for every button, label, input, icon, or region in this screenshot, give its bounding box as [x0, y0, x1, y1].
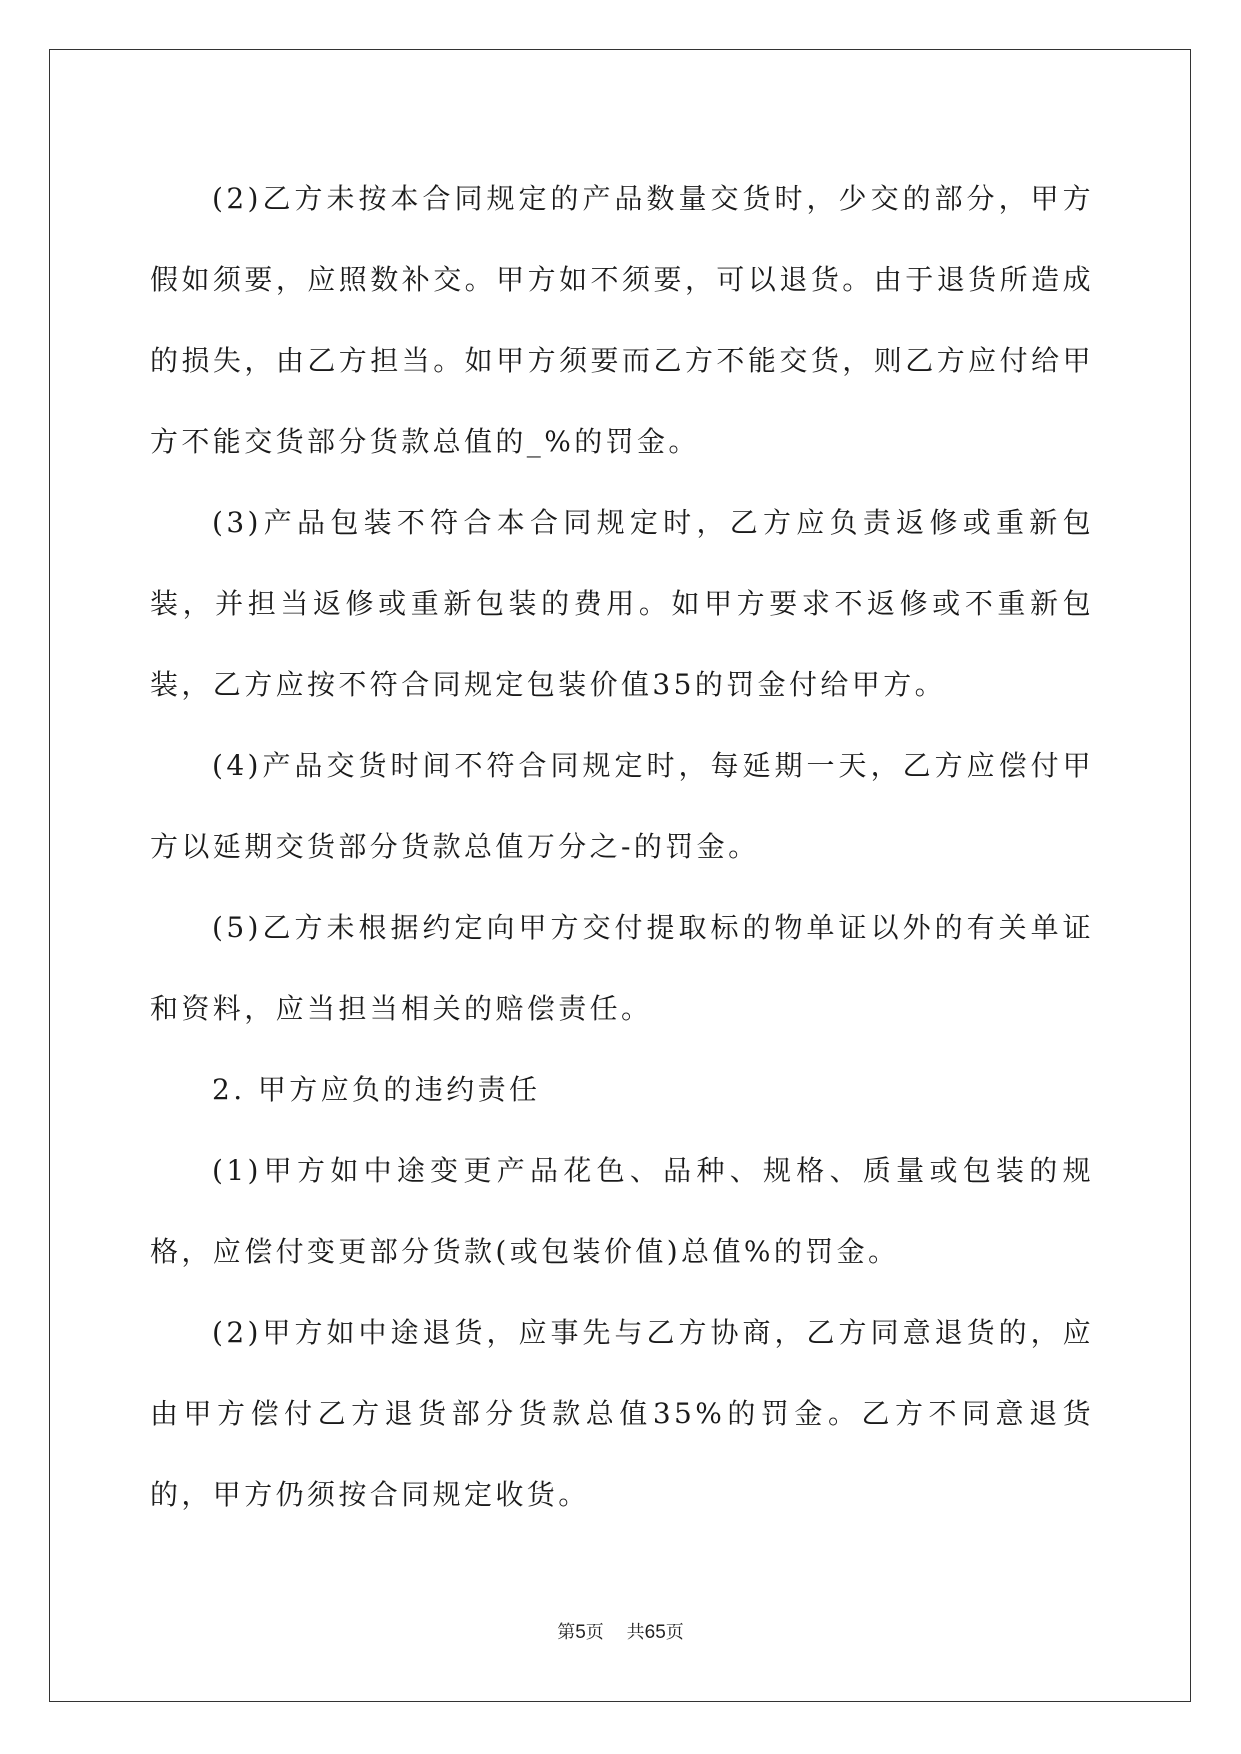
footer-page-number: 5	[575, 1622, 586, 1643]
clause-2-2: (2)乙方未按本合同规定的产品数量交货时，少交的部分，甲方假如须要，应照数补交。甲方如不须要，可以退货。由于退货所造成的损失，由乙方担当。如甲方须要而乙方不能交货，则乙方应付给甲方不能交货部分货款总值的_%的罚金。	[150, 182, 1094, 458]
clause-2-3: (3)产品包装不符合本合同规定时，乙方应负责返修或重新包装，并担当返修或重新包装的费用。如甲方要求不返修或不重新包装，乙方应按不符合同规定包装价值35的罚金付给甲方。	[150, 506, 1094, 701]
footer-total-pages: 65	[644, 1622, 666, 1643]
section-heading-buyer-liability: 2. 甲方应负的违约责任	[212, 1073, 541, 1106]
footer-page-suffix: 页	[585, 1622, 604, 1643]
footer-total-prefix: 共	[626, 1622, 645, 1643]
footer-page-prefix: 第	[557, 1622, 576, 1643]
footer-total-suffix: 页	[665, 1622, 684, 1643]
clause-2-5: (5)乙方未根据约定向甲方交付提取标的物单证以外的有关单证和资料，应当担当相关的赔偿责任。	[150, 911, 1094, 1025]
document-body	[150, 158, 1094, 1535]
clause-buyer-1: (1)甲方如中途变更产品花色、品种、规格、质量或包装的规格，应偿付变更部分货款(或包装价值)总值%的罚金。	[150, 1154, 1094, 1268]
clause-2-4: (4)产品交货时间不符合同规定时，每延期一天，乙方应偿付甲方以延期交货部分货款总值万分之-的罚金。	[150, 749, 1094, 863]
clause-buyer-2: (2)甲方如中途退货，应事先与乙方协商，乙方同意退货的，应由甲方偿付乙方退货部分货款总值35%的罚金。乙方不同意退货的，甲方仍须按合同规定收货。	[150, 1316, 1094, 1511]
page-footer	[0, 1618, 1241, 1644]
